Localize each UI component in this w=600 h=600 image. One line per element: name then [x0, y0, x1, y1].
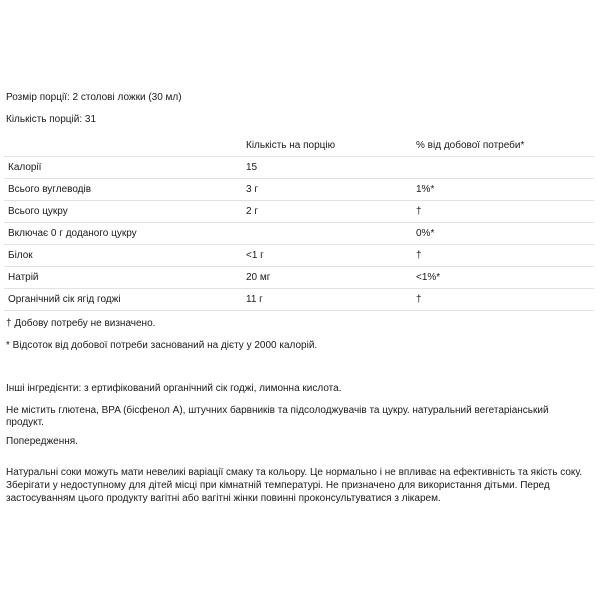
nutrient-daily-value: † — [412, 201, 594, 223]
nutrient-amount: 15 — [242, 157, 412, 179]
nutrient-amount: 11 г — [242, 289, 412, 311]
footnote-dagger: † Добову потребу не визначено. — [6, 318, 156, 329]
header-amount-per-serving: Кількість на порцію — [242, 135, 412, 157]
nutrient-name: Включає 0 г доданого цукру — [4, 223, 242, 245]
warnings-text: Натуральні соки можуть мати невеликі варіації смаку та кольору. Це нормально і не впливає на ефективність та якість соку. Зберігати у недоступному для дітей місці при кімнатній температурі. Не призначено для використання дітьми. Перед застосуванням цього продукту вагітні або вагітні жінки повинні проконсультуватися з лікарем. — [6, 467, 583, 504]
serving-size: Розмір порції: 2 столові ложки (30 мл) — [6, 92, 182, 103]
table-row — [4, 289, 594, 311]
other-ingredients: Інші інгредієнти: з ертифікований органічний сік годжі, лимонна кислота. — [6, 383, 342, 394]
nutrient-daily-value: † — [412, 245, 594, 267]
nutrient-daily-value: † — [412, 289, 594, 311]
nutrient-name: Органічний сік ягід годжі — [4, 289, 242, 311]
table-row — [4, 267, 594, 289]
nutrient-name: Натрій — [4, 267, 242, 289]
nutrient-name: Всього цукру — [4, 201, 242, 223]
nutrient-daily-value: <1%* — [412, 267, 594, 289]
nutrient-amount: 2 г — [242, 201, 412, 223]
servings-per-container: Кількість порцій: 31 — [6, 114, 97, 125]
free-from-statement: Не містить глютена, BPA (бісфенол А), штучних барвників та підсолоджувачів та цукру. натуральний вегетаріанський продукт. — [6, 405, 549, 428]
nutrition-facts-table — [4, 135, 594, 311]
table-row — [4, 179, 594, 201]
nutrient-amount: 3 г — [242, 179, 412, 201]
table-row — [4, 201, 594, 223]
nutrient-name: Всього вуглеводів — [4, 179, 242, 201]
table-row — [4, 157, 594, 179]
nutrient-name: Білок — [4, 245, 242, 267]
header-daily-value: % від добової потреби* — [412, 135, 594, 157]
nutrient-amount: 20 мг — [242, 267, 412, 289]
nutrient-daily-value: 1%* — [412, 179, 594, 201]
header-nutrient — [4, 135, 242, 157]
nutrient-name: Калорії — [4, 157, 242, 179]
table-row — [4, 223, 594, 245]
warnings-heading: Попередження. — [6, 436, 78, 447]
nutrient-daily-value — [412, 157, 594, 179]
table-header-row — [4, 135, 594, 157]
table-row — [4, 245, 594, 267]
nutrient-daily-value: 0%* — [412, 223, 594, 245]
footnote-percent-daily-value: * Відсоток від добової потреби заснований на дієту у 2000 калорій. — [6, 340, 318, 351]
nutrient-amount: <1 г — [242, 245, 412, 267]
nutrient-amount — [242, 223, 412, 245]
